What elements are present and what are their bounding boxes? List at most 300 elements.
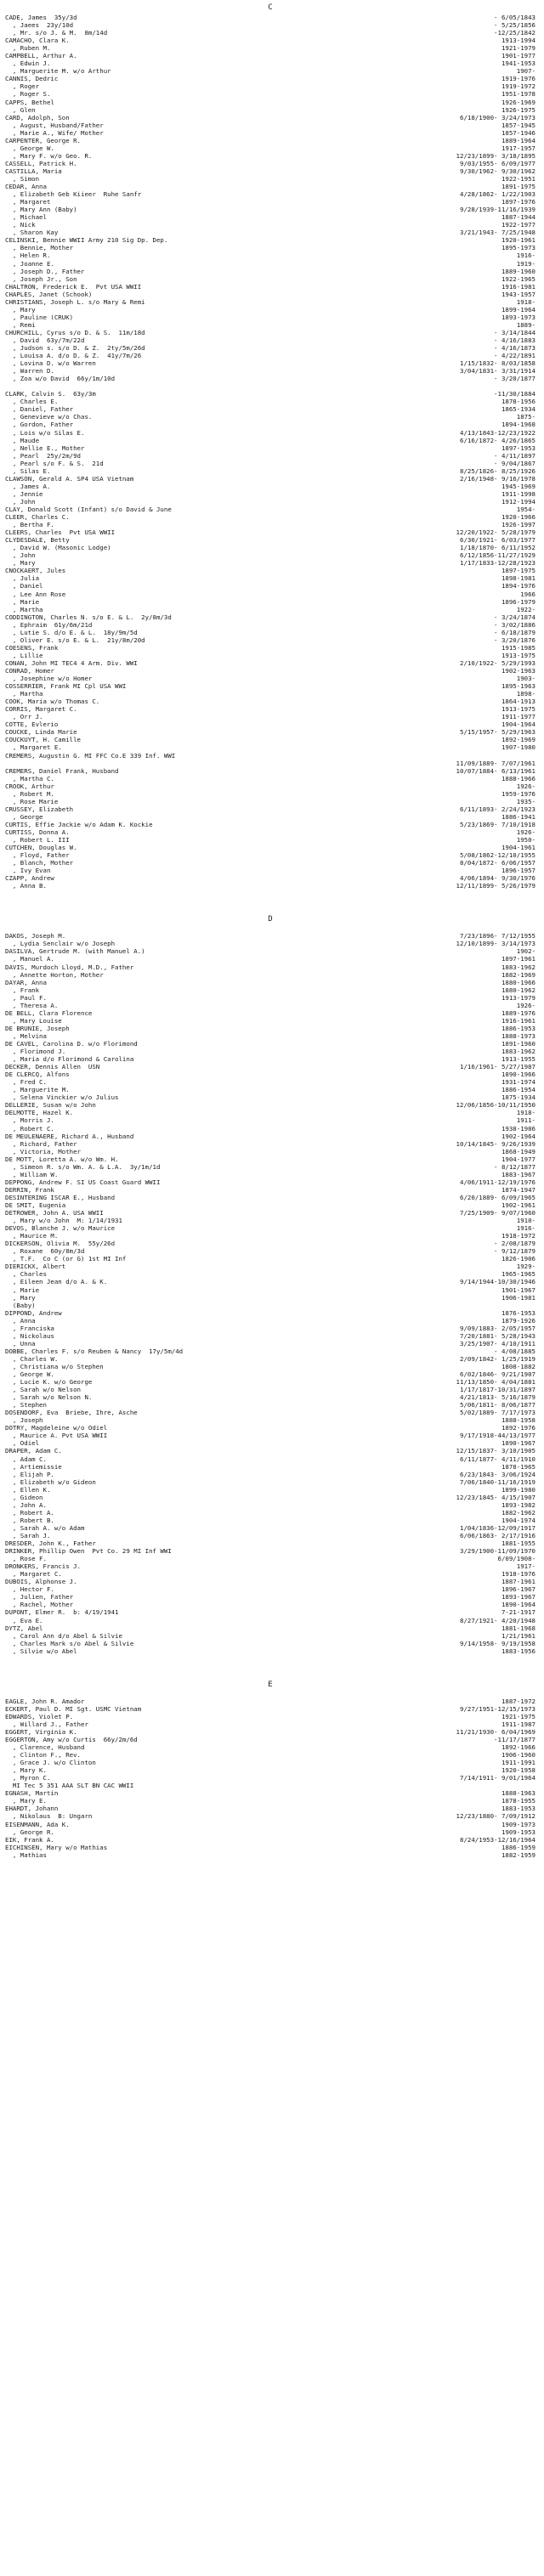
entry-dates: 1891-1975	[501, 183, 536, 191]
entry-dates: 1950-	[516, 836, 536, 845]
entry-dates: 1951-1978	[501, 90, 536, 99]
entry-dates: 1966	[520, 590, 536, 598]
list-item	[5, 1759, 536, 1766]
list-item	[5, 1705, 536, 1713]
entry-name: , Clarence, Husband	[5, 1743, 85, 1752]
list-item	[5, 1751, 536, 1759]
entry-dates: 1913-1975	[501, 705, 536, 714]
entry-dates: 1926-1969	[501, 98, 536, 106]
list-item	[5, 429, 536, 437]
list-item	[5, 390, 536, 398]
list-item	[5, 44, 536, 52]
list-item	[5, 1601, 536, 1608]
entry-name: , Myron C.	[5, 1774, 51, 1782]
list-item	[5, 720, 536, 728]
list-item	[5, 106, 536, 114]
entry-dates: 5/15/1957- 5/29/1963	[460, 728, 536, 737]
entry-name: CNOCKAERT, Jules	[5, 567, 66, 575]
entry-name: , Selena Vinckier w/o Julius	[5, 1093, 119, 1102]
entry-dates: 1897-1961	[501, 955, 536, 963]
list-item	[5, 582, 536, 590]
list-item	[5, 667, 536, 675]
entry-name: , Florimond J.	[5, 1048, 66, 1056]
entry-name: DESINTERING ISCAR E., Husband	[5, 1193, 116, 1201]
entry-dates: 1922-1977	[501, 221, 536, 229]
entry-dates: 1926-	[516, 828, 536, 836]
entry-name: DE MEULENAERE, Richard A., Husband	[5, 1132, 134, 1140]
entry-name: CONRAD, Homer	[5, 666, 54, 675]
list-item	[5, 1125, 536, 1133]
entry-name: , Simeon R. s/o Wm. A. & L.A. 3y/1m/1d	[5, 1162, 161, 1171]
entry-name: , Theresa A.	[5, 1001, 59, 1009]
entry-name: , Michael	[5, 213, 47, 222]
list-item	[5, 1821, 536, 1828]
list-item	[5, 460, 536, 467]
entry-name: , Lutie S. d/o E. & L. 18y/9m/5d	[5, 628, 138, 636]
entry-dates: 1906-1960	[501, 1751, 536, 1760]
list-item	[5, 475, 536, 483]
entry-dates: 1887-1944	[501, 213, 536, 222]
entry-name: CARD, Adolph, Son	[5, 113, 70, 121]
entry-name: , Charles	[5, 1270, 47, 1279]
entry-name: DE SMIT, Eugenia	[5, 1200, 66, 1209]
entry-dates: 1917-1957	[501, 144, 536, 152]
entry-dates: 7/23/1896- 7/12/1955	[460, 932, 536, 941]
entry-dates: 1904-1964	[501, 720, 536, 729]
entry-name: , Rachel, Mother	[5, 1601, 74, 1609]
entry-name: , Eva E.	[5, 1616, 43, 1624]
entry-name: , Genevieve w/o Chas.	[5, 413, 93, 421]
list-item	[5, 90, 536, 98]
entry-dates: 9/28/1939-11/16/1939	[460, 206, 536, 214]
entry-dates: 8/25/1826- 8/25/1926	[460, 466, 536, 475]
list-item	[5, 1578, 536, 1585]
entry-name: , Floyd, Father	[5, 851, 70, 860]
list-item	[5, 1217, 536, 1224]
list-item	[5, 1155, 536, 1163]
entry-name: , Jennie	[5, 489, 43, 498]
list-item	[5, 1409, 536, 1416]
entry-dates: 1857-1945	[501, 121, 536, 129]
list-item	[5, 14, 536, 21]
list-item	[5, 291, 536, 298]
list-item	[5, 67, 536, 75]
entry-name: DEPPONG, Andrew F. SI US Coast Guard WWII	[5, 1178, 161, 1186]
entry-dates: 1/17/1833-12/28/1923	[460, 559, 536, 568]
entry-dates: 5/23/1869- 7/10/1918	[460, 820, 536, 828]
entry-dates: 1919-	[516, 259, 536, 268]
entry-name: , William W.	[5, 1170, 59, 1178]
entry-name: , Charles Mark s/o Abel & Silvie	[5, 1639, 134, 1647]
entry-name: , John	[5, 551, 36, 560]
list-item	[5, 947, 536, 955]
list-item	[5, 221, 536, 229]
entry-dates: 7/14/1911- 9/01/1964	[460, 1774, 536, 1782]
entry-dates: - 2/08/1879	[494, 1240, 536, 1248]
list-item	[5, 698, 536, 705]
entry-dates: 3/21/1943- 7/25/1948	[460, 229, 536, 237]
entry-dates: 1904-1974	[501, 1516, 536, 1524]
entry-dates: 1883-1953	[501, 1805, 536, 1813]
entry-name: , Willard J., Father	[5, 1720, 88, 1728]
entry-dates: 8/24/1953-12/16/1964	[460, 1835, 536, 1844]
list-item	[5, 1836, 536, 1844]
entry-name: , Martha C.	[5, 774, 54, 782]
list-item	[5, 598, 536, 606]
entry-name: , Julia	[5, 574, 40, 583]
entry-dates: 4/21/1813- 5/16/1879	[460, 1393, 536, 1402]
entry-dates: 1904-1977	[501, 1155, 536, 1163]
entry-name: , Glen	[5, 105, 36, 114]
entry-dates: 1917-	[516, 1562, 536, 1571]
list-item	[5, 1789, 536, 1797]
list-item	[5, 1698, 536, 1705]
entry-name: , Christiana w/o Stephen	[5, 1362, 104, 1370]
entry-dates: 1938-1986	[501, 1124, 536, 1133]
entry-name: , Stephen	[5, 1401, 47, 1409]
entry-name: , Manuel A.	[5, 955, 54, 963]
entry-name: CREMERS, Daniel Frank, Husband	[5, 766, 119, 775]
entry-name: CASSELL, Patrick H.	[5, 159, 77, 167]
entry-dates: 9/09/1883- 2/05/1957	[460, 1324, 536, 1332]
entry-name: , August, Husband/Father	[5, 121, 104, 129]
list-item	[5, 1286, 536, 1294]
list-item	[5, 1133, 536, 1140]
entry-dates: 12/23/1899- 3/18/1895	[456, 151, 536, 160]
entry-name: CELINSKI, Bennie WWII Army 210 Sig Dp. Dep.	[5, 236, 168, 245]
entry-dates: 1874-1947	[501, 1185, 536, 1194]
entry-dates: 1909-1953	[501, 1827, 536, 1836]
list-item	[5, 994, 536, 1002]
list-item	[5, 979, 536, 986]
list-item	[5, 75, 536, 82]
entry-name: DEVOS, Blanche J. w/o Maurice	[5, 1224, 116, 1233]
entry-name: , Rose F.	[5, 1555, 47, 1563]
entry-name: , Bertha F.	[5, 521, 54, 529]
entry-name: , Lois w/o Silas E.	[5, 428, 85, 437]
entry-name: EGGERT, Virginia K.	[5, 1727, 77, 1736]
list-item	[5, 1555, 536, 1562]
entry-name: , Charles W.	[5, 1354, 59, 1363]
entry-dates: 1888-1963	[501, 1789, 536, 1798]
entry-dates: 1896-1957	[501, 867, 536, 875]
entry-name: , Mr. s/o J. & M. 8m/14d	[5, 29, 108, 37]
list-item	[5, 498, 536, 506]
entry-name: DRESDER, John K., Father	[5, 1539, 96, 1548]
entry-dates: 1907-1980	[501, 743, 536, 752]
entry-name: , Margaret	[5, 198, 51, 206]
entry-dates: 1898-1981	[501, 574, 536, 583]
entry-name: CEDAR, Anna	[5, 183, 47, 191]
entry-dates: 1889-1960	[501, 267, 536, 275]
entry-name: CASTILLA, Maria	[5, 167, 62, 175]
list-item	[5, 713, 536, 720]
entry-name: DRINKER, Phillip Owen Pvt Co. 29 MI Inf WWI	[5, 1547, 172, 1556]
list-item	[5, 1805, 536, 1812]
entry-name: , Mary	[5, 559, 36, 568]
entry-dates: 7/20/1881- 5/28/1943	[460, 1331, 536, 1340]
entry-dates: 9/14/1958- 9/19/1958	[460, 1639, 536, 1647]
entry-name: CORRIS, Margaret C.	[5, 705, 77, 714]
list-item	[5, 859, 536, 867]
entry-name: , Ruben M.	[5, 44, 51, 53]
entry-name: CAMPBELL, Arthur A.	[5, 52, 77, 60]
entry-dates: 1897-1976	[501, 198, 536, 206]
entry-name: EGNASH, Martin	[5, 1789, 59, 1798]
entry-dates: 1882-1969	[501, 970, 536, 979]
entry-name: , Mathias	[5, 1850, 47, 1859]
section-letter-e: E	[268, 1680, 273, 1689]
entry-name: DUBOIS, Alphonse J.	[5, 1578, 77, 1586]
entry-name: CARPENTER, George R.	[5, 136, 81, 144]
entry-name: , Mary F. w/o Geo. R.	[5, 151, 93, 160]
entry-name: , Rose Marie	[5, 797, 59, 805]
list-item	[5, 121, 536, 129]
list-item	[5, 567, 536, 574]
entry-dates: 8/04/1872- 6/06/1957	[460, 859, 536, 867]
entry-dates: 3/04/1831- 3/31/1914	[460, 367, 536, 376]
list-item	[5, 1632, 536, 1640]
entry-name: CLAY, Donald Scott (Infant) s/o David & June	[5, 506, 172, 513]
entry-dates: 7/25/1909- 9/07/1960	[460, 1209, 536, 1217]
entry-name: , George	[5, 812, 43, 821]
entry-name: , George W.	[5, 144, 54, 152]
entry-dates: 1918-1976	[501, 1570, 536, 1579]
list-item	[5, 1194, 536, 1201]
entry-dates: 1904-1961	[501, 844, 536, 852]
entry-dates: 12/20/1922- 5/28/1979	[456, 528, 536, 537]
list-item	[5, 1186, 536, 1194]
list-item	[5, 1424, 536, 1432]
list-item	[5, 490, 536, 498]
list-item	[5, 1570, 536, 1578]
list-item	[5, 1340, 536, 1347]
entry-name: , Adam C.	[5, 1455, 47, 1463]
list-item	[5, 775, 536, 782]
list-item	[5, 644, 536, 652]
entry-dates: 1954-	[516, 506, 536, 513]
list-item	[5, 986, 536, 994]
list-item	[5, 1486, 536, 1494]
entry-dates: - 3/02/1886	[494, 620, 536, 629]
entry-dates: 12/06/1856-10/11/1950	[456, 1101, 536, 1110]
entry-name: , Edwin J.	[5, 59, 51, 68]
entry-dates: 1886-1941	[501, 812, 536, 821]
list-item	[5, 437, 536, 444]
entry-dates: 1911-	[516, 1116, 536, 1125]
entry-dates: 7-21-1917	[501, 1608, 536, 1617]
list-item	[5, 805, 536, 813]
list-item	[5, 682, 536, 690]
list-item	[5, 1347, 536, 1355]
entry-name: COUCKUYT, H. Camille	[5, 736, 81, 744]
entry-name: DE CLERCQ, Alfons	[5, 1071, 70, 1079]
list-item	[5, 1163, 536, 1171]
entry-name: , Roxane 60y/8m/3d	[5, 1247, 85, 1256]
list-item	[5, 971, 536, 979]
entry-dates: - 6/18/1879	[494, 628, 536, 636]
entry-name: ECKERT, Paul D. MI Sgt. USMC Vietnam	[5, 1704, 142, 1713]
list-item	[5, 329, 536, 336]
list-item	[5, 836, 536, 844]
list-item	[5, 1325, 536, 1332]
list-item	[5, 298, 536, 306]
list-item	[5, 652, 536, 659]
entry-name: DOTRY, Magdeleine w/o Odiel	[5, 1424, 108, 1432]
list-item	[5, 790, 536, 798]
entry-name: , Zoa w/o David 66y/1m/10d	[5, 375, 116, 383]
entry-name: , Nikolaus B: Ungarn	[5, 1812, 93, 1821]
list-item	[5, 1585, 536, 1593]
entry-name: , Robert B.	[5, 1516, 54, 1524]
entry-dates: 1892-1976	[501, 1424, 536, 1432]
entry-dates: 1912-1994	[501, 497, 536, 506]
entry-name: , Silvie w/o Abel	[5, 1647, 77, 1655]
entry-dates: 5/06/1811- 8/06/1877	[460, 1401, 536, 1409]
list-item	[5, 1017, 536, 1025]
entry-name: DICKERSON, Olivia M. 55y/26d	[5, 1240, 116, 1248]
entry-dates: 2/16/1948- 9/16/1978	[460, 474, 536, 483]
entry-dates: 1913-1955	[501, 1055, 536, 1064]
entry-dates: 3/25/1907- 4/10/1911	[460, 1339, 536, 1347]
entry-name: CAPPS, Bethel	[5, 98, 54, 106]
list-item	[5, 1766, 536, 1774]
entry-name: , Gordon, Father	[5, 421, 74, 429]
entry-dates: 1889-1976	[501, 1008, 536, 1017]
list-item	[5, 1494, 536, 1501]
entry-name: , Daniel, Father	[5, 405, 74, 414]
entry-dates: 1919-1976	[501, 75, 536, 83]
section-letter-d: D	[268, 915, 273, 924]
list-item	[5, 1116, 536, 1124]
entry-name: , John	[5, 497, 36, 506]
list-item	[5, 367, 536, 375]
entry-dates: 1902-1964	[501, 1132, 536, 1140]
entry-name: DE BELL, Clara Florence	[5, 1008, 93, 1017]
entry-dates: 4/13/1843-12/23/1922	[460, 428, 536, 437]
entry-name: , Joseph	[5, 1416, 43, 1425]
entry-dates: 1919-1972	[501, 82, 536, 91]
entry-dates: 1888-1958	[501, 1416, 536, 1425]
entry-dates: 1883-1967	[501, 1170, 536, 1178]
list-item	[5, 268, 536, 275]
entry-dates: - 3/24/1874	[494, 613, 536, 621]
entry-name: CRUSSEY, Elizabeth	[5, 805, 74, 813]
list-item	[5, 629, 536, 636]
entry-name: , Blanch, Mother	[5, 859, 74, 867]
list-item	[5, 636, 536, 644]
entry-name: , Robert M.	[5, 789, 54, 798]
entry-name: DAVIS, Murdoch Lloyd, M.D., Father	[5, 963, 134, 971]
entry-dates: - 3/20/1877	[494, 375, 536, 383]
entry-name: DOBBE, Charles F. s/o Reuben & Nancy 17y/5m/4d	[5, 1347, 184, 1355]
entry-name: , Charles E.	[5, 398, 59, 406]
entry-name: , Elijah P.	[5, 1470, 54, 1478]
list-item	[5, 352, 536, 359]
list-item	[5, 21, 536, 29]
entry-name: CADE, James 35y/3d	[5, 14, 77, 21]
entry-name: DIERICKX, Albert	[5, 1263, 66, 1271]
entry-dates: 9/30/1962- 9/30/1962	[460, 167, 536, 175]
entry-dates: 1926-	[516, 782, 536, 790]
entry-name: , Fred C.	[5, 1078, 47, 1087]
entry-name: , Anna	[5, 1316, 36, 1325]
list-item	[5, 114, 536, 121]
list-item	[5, 452, 536, 460]
entry-name: , Pearl s/o F. & S. 21d	[5, 459, 104, 467]
entry-dates: 6/11/1877- 4/11/1910	[460, 1455, 536, 1463]
entry-name: CLARK, Calvin S. 63y/3m	[5, 390, 96, 398]
list-item	[5, 1171, 536, 1178]
entry-dates: 1921-1975	[501, 1712, 536, 1720]
entry-name: , Daniel	[5, 582, 43, 590]
list-item	[5, 1255, 536, 1263]
entry-dates: 1920-1958	[501, 1766, 536, 1775]
entry-dates: 1882-1959	[501, 1850, 536, 1859]
list-item	[5, 99, 536, 106]
entry-dates: 1896-1967	[501, 1585, 536, 1594]
entry-name: COUCKE, Linda Marie	[5, 728, 77, 737]
list-item	[5, 37, 536, 44]
entry-dates: 1920-1961	[501, 236, 536, 245]
entry-name: DOSENDORF, Eva Briebe, Ihre, Asche	[5, 1409, 138, 1417]
list-item	[5, 1401, 536, 1409]
entry-dates: 1893-1982	[501, 1500, 536, 1509]
entry-name: DERRIN, Frank	[5, 1185, 54, 1194]
entry-dates: 1864-1913	[501, 698, 536, 706]
entry-dates: 1911-1977	[501, 713, 536, 721]
list-item	[5, 1178, 536, 1186]
list-item	[5, 1524, 536, 1532]
list-item	[5, 236, 536, 244]
entry-name: , Clinton F., Rev.	[5, 1751, 81, 1760]
list-item	[5, 190, 536, 198]
entry-dates: - 4/22/1891	[494, 352, 536, 360]
list-item	[5, 260, 536, 268]
list-item	[5, 528, 536, 536]
entry-name: CODDINGTON, Charles N. s/o E. & L. 2y/8m/3d	[5, 613, 172, 621]
list-item	[5, 382, 536, 390]
list-item	[5, 1009, 536, 1017]
entry-name: , Hector F.	[5, 1585, 54, 1594]
section-entries	[5, 932, 536, 1654]
entry-name: , Martha	[5, 690, 43, 698]
entry-name: , Unna	[5, 1339, 36, 1347]
list-item	[5, 405, 536, 413]
list-item	[5, 314, 536, 321]
entry-dates: 1881-1968	[501, 1624, 536, 1632]
entry-dates: 1888-1973	[501, 1031, 536, 1040]
entry-name: , Martha	[5, 605, 43, 613]
list-item	[5, 521, 536, 528]
list-item	[5, 1317, 536, 1325]
entry-name: , Robert C.	[5, 1124, 54, 1133]
entry-dates: 9/17/1918-44/13/1977	[460, 1432, 536, 1440]
list-item	[5, 206, 536, 213]
entry-name: , Silas E.	[5, 466, 51, 475]
entry-name: , Artiemissie	[5, 1462, 62, 1471]
entry-name: , Paul F.	[5, 993, 47, 1002]
list-item	[5, 483, 536, 490]
entry-dates: 1959-1976	[501, 789, 536, 798]
list-item	[5, 752, 536, 760]
entry-dates: 11/21/1930- 6/04/1969	[456, 1727, 536, 1736]
entry-dates: 1826-1906	[501, 1255, 536, 1263]
list-item	[5, 828, 536, 836]
entry-name: CONAN, John MI TEC4 4 Arm. Div. WWI	[5, 658, 138, 667]
list-item	[5, 183, 536, 190]
list-item	[5, 1302, 536, 1309]
